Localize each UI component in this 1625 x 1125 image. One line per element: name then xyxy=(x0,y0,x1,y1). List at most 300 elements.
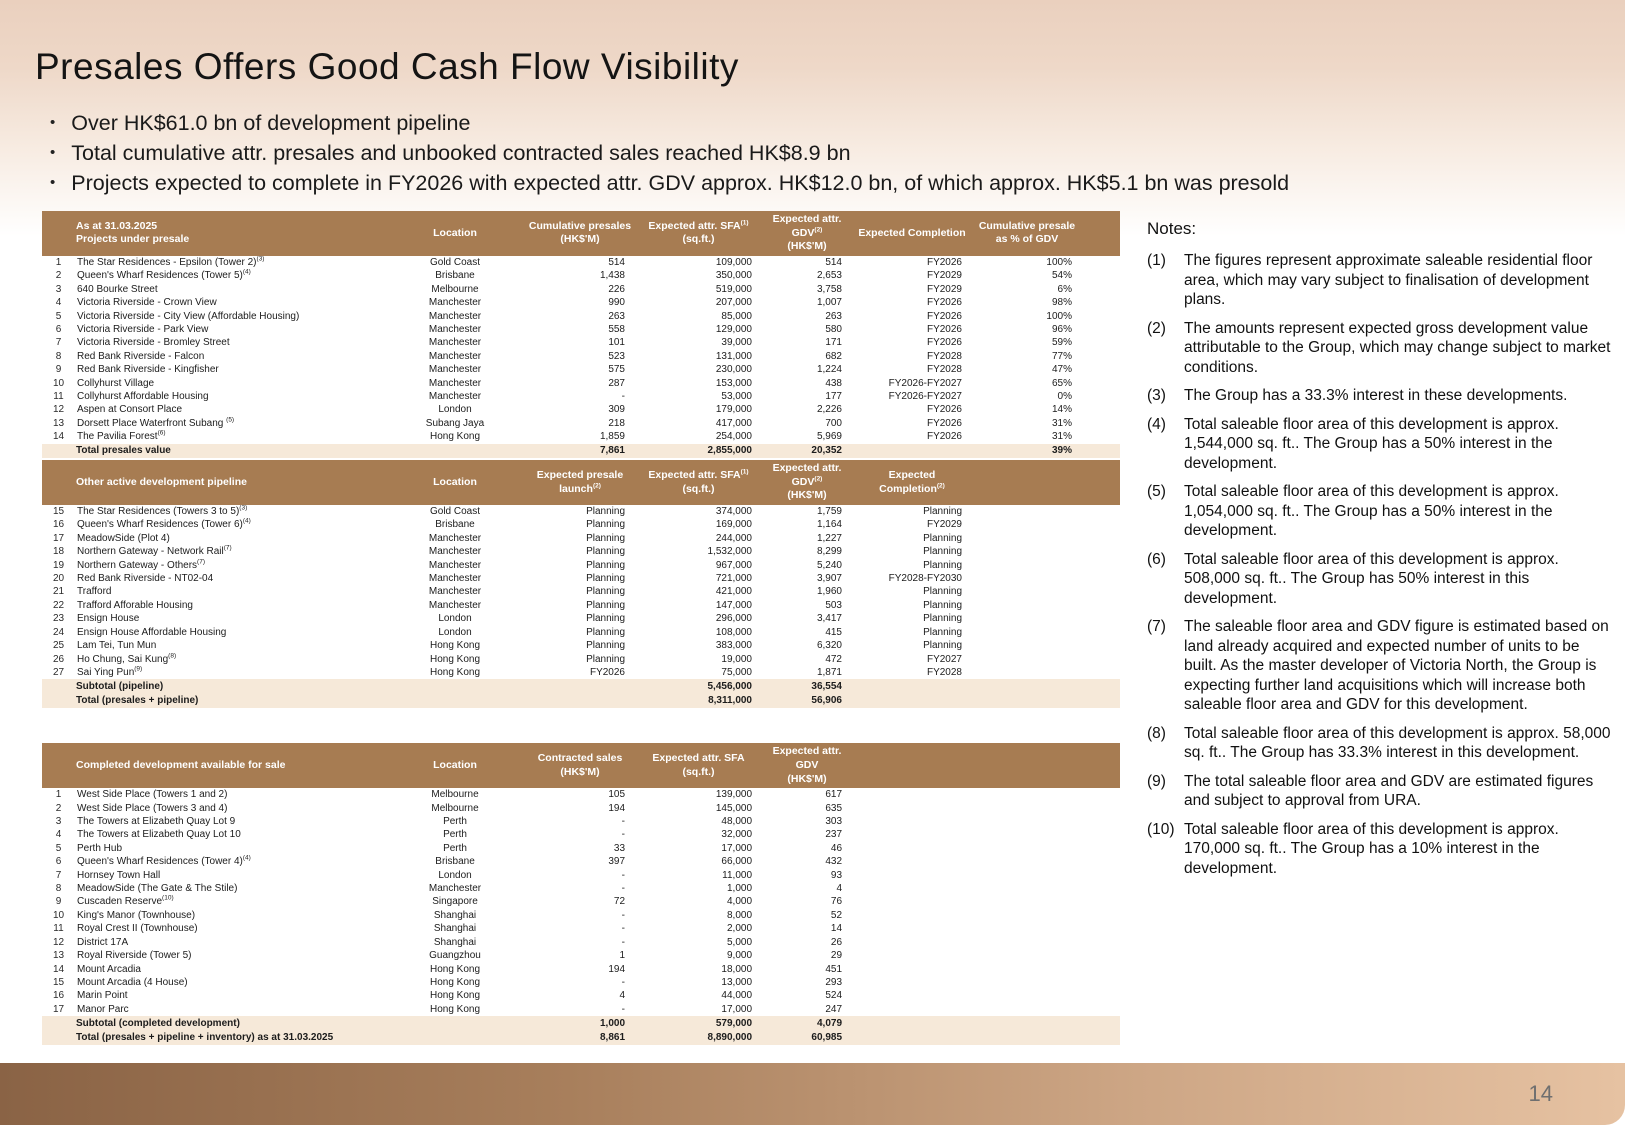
column-header: Expected attr. GDV$^{(2)}$ (HK$'M) xyxy=(762,211,852,256)
table-cell xyxy=(972,922,1082,935)
table-cell: 54% xyxy=(1051,270,1072,282)
table-row xyxy=(42,639,1120,652)
table-cell xyxy=(1082,922,1120,935)
table-cell: 287 xyxy=(608,377,625,389)
table-cell: Planning xyxy=(586,519,625,531)
table-cell: Manchester xyxy=(428,377,482,389)
table-cell: 5 xyxy=(55,842,62,854)
note-text: The saleable floor area and GDV figure is estimated based on land already acquired and expected number of units to be built. As the master developer of Victoria North, the Group is expecting further land acquisitions which will increase both saleable floor area and GDV for this development. xyxy=(1184,618,1609,713)
table-cell: Northern Gateway - Network Rail$^{(7)}$ xyxy=(77,545,232,558)
notes-heading: Notes: xyxy=(1147,219,1197,238)
table-cell: 93 xyxy=(830,869,843,881)
table-cell: Planning xyxy=(923,626,962,638)
column-header: Expected Completion$^{(2)}$ xyxy=(852,460,972,505)
table-row xyxy=(42,532,1120,545)
table-cell: 8 xyxy=(55,350,62,362)
table-cell: FY2026 xyxy=(926,256,962,268)
table-cell xyxy=(1082,842,1120,855)
table-row xyxy=(42,815,1120,828)
table-cell: 11 xyxy=(53,923,64,935)
table-cell: Victoria Riverside - Bromley Street xyxy=(77,337,230,349)
note-number: (5) xyxy=(1147,483,1166,500)
table-row xyxy=(42,869,1120,882)
table-cell: 171 xyxy=(825,337,842,349)
column-header xyxy=(852,743,972,788)
table-cell xyxy=(852,895,972,908)
note-text: Total saleable floor area of this development is approx. 58,000 sq. ft.. The Group has 33.3% interest in this development. xyxy=(1184,724,1611,761)
table-cell: Hong Kong xyxy=(429,990,481,1002)
table-cell: Perth xyxy=(443,829,467,841)
table-cell xyxy=(1082,350,1120,363)
bullet-icon: • xyxy=(50,144,56,161)
table-cell: 66,000 xyxy=(721,856,753,868)
table-cell: 12 xyxy=(52,404,65,416)
table-cell: 101 xyxy=(608,337,625,349)
table-cell: 472 xyxy=(825,653,842,665)
table-cell: Planning xyxy=(586,559,625,571)
note-item xyxy=(1147,415,1615,474)
table-cell: 14 xyxy=(830,923,843,935)
table-cell: 967,000 xyxy=(715,559,752,571)
table-cell: 451 xyxy=(825,963,843,975)
table-cell: 17,000 xyxy=(721,842,753,854)
column-header: Expected attr. SFA$^{(1)}$ (sq.ft.) xyxy=(635,211,762,256)
table-cell: Red Bank Riverside - Kingfisher xyxy=(77,364,219,376)
table-cell: FY2026-FY2027 xyxy=(888,390,962,402)
table-cell xyxy=(852,976,972,989)
table-cell xyxy=(1082,895,1120,908)
table-cell xyxy=(1082,585,1120,598)
table-cell xyxy=(1082,518,1120,531)
table-cell xyxy=(972,976,1082,989)
table-cell: 1,859 xyxy=(599,431,625,443)
table-cell: Queen's Wharf Residences (Tower 6)$^{(4)}$ xyxy=(77,518,251,531)
table-cell: 147,000 xyxy=(715,599,752,611)
total-cell xyxy=(852,1016,972,1031)
column-header xyxy=(972,460,1082,505)
table-cell: FY2026 xyxy=(926,323,962,335)
table-cell xyxy=(1082,1003,1120,1016)
table-cell xyxy=(972,572,1082,585)
total-cell: 56,906 xyxy=(762,694,852,709)
table-cell: Planning xyxy=(586,586,625,598)
table-cell: 98% xyxy=(1051,297,1072,309)
table-cell: FY2029 xyxy=(926,270,962,282)
column-header: Completed development available for sale xyxy=(42,743,385,788)
table-cell: - xyxy=(621,923,626,935)
table-cell xyxy=(972,949,1082,962)
table-cell: 46 xyxy=(830,842,843,854)
table-cell xyxy=(1082,949,1120,962)
total-cell xyxy=(972,679,1082,694)
table-cell: Manchester xyxy=(428,546,482,558)
table-row xyxy=(42,895,1120,908)
table-row xyxy=(42,323,1120,336)
table-cell: Planning xyxy=(923,506,962,518)
table-cell: 7 xyxy=(55,869,62,881)
total-cell xyxy=(852,679,972,694)
total-cell xyxy=(972,1016,1082,1031)
table-cell: 2,000 xyxy=(726,923,753,935)
table-cell: Manchester xyxy=(428,310,482,322)
table-cell: 263 xyxy=(825,310,842,322)
table-cell: 194 xyxy=(608,963,626,975)
table-cell: - xyxy=(621,390,625,402)
table-cell: Mount Arcadia (4 House) xyxy=(77,976,188,988)
table-row xyxy=(42,403,1120,416)
note-number: (6) xyxy=(1147,550,1166,568)
table-cell: District 17A xyxy=(77,936,129,948)
total-cell xyxy=(852,444,972,459)
table-cell: Perth Hub xyxy=(77,842,123,854)
table-cell xyxy=(972,505,1082,518)
column-header: Expected attr. GDV$^{(2)}$ (HK$'M) xyxy=(762,460,852,505)
table-cell: 145,000 xyxy=(715,802,753,814)
total-cell xyxy=(972,1031,1082,1046)
table-cell: Brisbane xyxy=(435,270,475,282)
table-row xyxy=(42,599,1120,612)
total-cell: 1,000 xyxy=(525,1016,635,1031)
table-cell: FY2026 xyxy=(926,404,962,416)
table-cell xyxy=(852,989,972,1002)
table-cell: MeadowSide (The Gate & The Stile) xyxy=(77,883,238,895)
table-cell: 177 xyxy=(825,390,842,402)
table-cell xyxy=(1082,377,1120,390)
table-cell: Brisbane xyxy=(435,519,475,531)
table-cell: Shanghai xyxy=(433,909,477,921)
table-cell: 990 xyxy=(608,297,625,309)
table-cell: Victoria Riverside - Crown View xyxy=(77,297,217,309)
table-cell: 100% xyxy=(1046,256,1072,268)
column-header: As at 31.03.2025 Projects under presale xyxy=(42,211,385,256)
table-cell xyxy=(852,869,972,882)
table-cell: 72 xyxy=(613,896,626,908)
table-cell: 523 xyxy=(608,350,625,362)
note-number: (4) xyxy=(1147,415,1166,433)
table-cell: Planning xyxy=(923,640,962,652)
table-cell xyxy=(972,612,1082,625)
table-cell: King's Manor (Townhouse) xyxy=(77,909,196,921)
table-cell xyxy=(1082,1016,1120,1031)
table-cell: Planning xyxy=(923,613,962,625)
table-cell: 6 xyxy=(55,856,62,868)
table-row xyxy=(42,842,1120,855)
table-row xyxy=(42,828,1120,841)
total-label: Total (presales + pipeline) xyxy=(42,694,525,709)
table-cell xyxy=(852,815,972,828)
table-cell: 5,000 xyxy=(726,936,753,948)
note-number: (2) xyxy=(1147,319,1166,337)
table-cell: Dorsett Place Waterfront Subang $^{(5)}$ xyxy=(77,416,235,429)
table-cell: 29 xyxy=(830,950,843,962)
table-cell: - xyxy=(621,816,626,828)
table-cell: FY2026 xyxy=(589,666,625,678)
table-cell: 558 xyxy=(608,323,625,335)
note-text: The amounts represent expected gross development value attributable to the Group, which may change subject to market conditions. xyxy=(1184,319,1611,376)
table-cell: 11,000 xyxy=(722,869,753,881)
table-cell xyxy=(972,963,1082,976)
table-cell xyxy=(972,559,1082,572)
table-cell: 9 xyxy=(55,364,62,376)
table-cell: Manchester xyxy=(428,350,482,362)
table-cell: 1,000 xyxy=(726,883,753,895)
table-cell: 4 xyxy=(55,297,62,309)
table-cell xyxy=(852,788,972,801)
table-cell: FY2026 xyxy=(926,337,962,349)
table-cell: - xyxy=(621,869,626,881)
total-cell: 7,861 xyxy=(525,444,635,459)
table-cell: 1,532,000 xyxy=(707,546,752,558)
table-cell: Brisbane xyxy=(435,856,475,868)
table-cell: Manchester xyxy=(428,599,482,611)
table-cell: 8,000 xyxy=(726,909,753,921)
table-cell xyxy=(1082,363,1120,376)
total-cell: 39% xyxy=(972,444,1082,459)
table-cell: 7 xyxy=(55,337,62,349)
table-cell: 4 xyxy=(836,883,843,895)
table-cell: 9 xyxy=(55,896,62,908)
note-text: The figures represent approximate saleable residential floor area, which may vary subject to finalisation of development plans. xyxy=(1184,252,1593,308)
table-cell xyxy=(1082,976,1120,989)
table-cell: 1,871 xyxy=(816,666,842,678)
table-cell: 2,653 xyxy=(816,270,842,282)
total-label: Total presales value xyxy=(42,444,525,459)
table-cell: Planning xyxy=(586,546,625,558)
table-cell: 5,969 xyxy=(816,431,842,443)
table-cell: 15 xyxy=(52,506,65,518)
table-row xyxy=(42,430,1120,443)
table-cell: West Side Place (Towers 1 and 2) xyxy=(77,789,228,801)
table-cell: Manchester xyxy=(428,573,482,585)
table-cell xyxy=(852,922,972,935)
table-cell: 22 xyxy=(52,599,65,611)
table-cell xyxy=(972,882,1082,895)
note-item xyxy=(1147,482,1615,541)
table-cell: Red Bank Riverside - Falcon xyxy=(77,350,205,362)
table-cell: 26 xyxy=(830,936,843,948)
table-cell: 5,240 xyxy=(816,559,842,571)
table-cell: 6,320 xyxy=(816,640,842,652)
table-cell: Marin Point xyxy=(77,990,128,1002)
table-cell: 27 xyxy=(52,666,65,678)
table-cell xyxy=(972,545,1082,558)
table-cell: 519,000 xyxy=(715,283,752,295)
table-cell: 11 xyxy=(53,390,64,402)
table-cell: Gold Coast xyxy=(429,506,481,518)
table-cell: Queen's Wharf Residences (Tower 5)$^{(4)}$ xyxy=(77,269,251,282)
table-cell: 682 xyxy=(825,350,842,362)
total-label: Total (presales + pipeline + inventory) as at 31.03.2025 xyxy=(42,1031,525,1046)
table-cell: London xyxy=(438,404,472,416)
table-cell: 3,907 xyxy=(816,573,842,585)
bullet-icon: • xyxy=(50,174,56,191)
table-cell xyxy=(852,855,972,868)
column-header: Expected attr. SFA$^{(1)}$ (sq.ft.) xyxy=(635,460,762,505)
table-cell: 580 xyxy=(825,323,842,335)
table-cell xyxy=(1082,505,1120,518)
table-cell: 1,438 xyxy=(599,270,625,282)
table-cell: 76 xyxy=(830,896,843,908)
table-row xyxy=(42,377,1120,390)
note-item xyxy=(1147,550,1615,609)
table-cell: 254,000 xyxy=(715,431,752,443)
table-cell: Ensign House xyxy=(77,613,140,625)
table-cell: Perth xyxy=(443,842,467,854)
bullet-text: Projects expected to complete in FY2026 with expected attr. GDV approx. HK$12.0 bn, of which approx. HK$5.1 bn was presold xyxy=(71,171,1290,195)
note-item xyxy=(1147,772,1615,811)
table-cell: Royal Riverside (Tower 5) xyxy=(77,950,192,962)
table-cell: 14% xyxy=(1051,404,1072,416)
table-cell xyxy=(1082,444,1120,459)
table-cell: Planning xyxy=(923,546,962,558)
note-item xyxy=(1147,724,1615,763)
table-cell: FY2028 xyxy=(926,350,962,362)
table-cell: Subang Jaya xyxy=(425,417,485,429)
table-row xyxy=(42,626,1120,639)
table-cell: FY2026 xyxy=(926,310,962,322)
note-text: Total saleable floor area of this development is approx. 1,054,000 sq. ft.. The Group has a 50% interest in the development. xyxy=(1184,483,1559,539)
table-cell: 109,000 xyxy=(715,256,752,268)
table-cell: 296,000 xyxy=(715,613,752,625)
note-item xyxy=(1147,251,1615,310)
table-row xyxy=(42,585,1120,598)
table-cell xyxy=(1082,666,1120,679)
presales-table xyxy=(42,211,1120,458)
table-cell: Ensign House Affordable Housing xyxy=(77,626,227,638)
table-cell xyxy=(1082,545,1120,558)
table-cell: 31% xyxy=(1051,417,1072,429)
table-cell: Mount Arcadia xyxy=(77,963,141,975)
table-cell: 17 xyxy=(52,532,65,544)
table-row xyxy=(42,882,1120,895)
table-cell: 1,224 xyxy=(816,364,842,376)
table-row xyxy=(42,949,1120,962)
table-cell: 1,007 xyxy=(816,297,842,309)
table-cell: 2 xyxy=(55,270,62,282)
total-cell: 2,855,000 xyxy=(635,444,762,459)
table-row xyxy=(42,363,1120,376)
note-number: (10) xyxy=(1147,820,1175,838)
table-cell: 350,000 xyxy=(715,270,752,282)
table-cell xyxy=(1082,936,1120,949)
table-row xyxy=(42,612,1120,625)
table-cell: 1 xyxy=(55,789,62,801)
column-header: Location xyxy=(385,211,525,256)
table-cell: 247 xyxy=(825,1003,843,1015)
table-row xyxy=(42,256,1120,269)
table-cell xyxy=(1082,788,1120,801)
table-row xyxy=(42,666,1120,679)
table-cell: Manchester xyxy=(428,297,482,309)
header-row xyxy=(42,460,1120,505)
total-cell: 8,311,000 xyxy=(635,694,762,709)
table-cell: Hornsey Town Hall xyxy=(77,869,161,881)
note-number: (3) xyxy=(1147,387,1166,404)
table-cell xyxy=(972,989,1082,1002)
total-row xyxy=(42,444,1120,459)
note-number: (9) xyxy=(1147,772,1166,790)
table-cell: - xyxy=(621,883,626,895)
total-cell: 4,079 xyxy=(762,1016,852,1031)
total-cell: 60,985 xyxy=(762,1031,852,1046)
note-text: The Group has a 33.3% interest in these developments. xyxy=(1184,387,1568,404)
table-cell: 129,000 xyxy=(715,323,752,335)
table-cell xyxy=(1082,269,1120,282)
table-cell xyxy=(1082,336,1120,349)
table-cell: Planning xyxy=(923,559,962,571)
table-cell: 303 xyxy=(825,816,843,828)
note-number: (1) xyxy=(1147,252,1166,269)
column-header: Cumulative presales (HK$'M) xyxy=(525,211,635,256)
notes-panel xyxy=(1147,211,1615,887)
table-cell: 4 xyxy=(55,829,62,841)
table-cell: 4 xyxy=(619,990,626,1002)
table-cell: Perth xyxy=(443,816,467,828)
table-cell: Planning xyxy=(586,573,625,585)
table-cell: 15 xyxy=(52,976,65,988)
table-cell: 33 xyxy=(613,842,626,854)
table-cell: 3,758 xyxy=(816,283,842,295)
table-cell: FY2028 xyxy=(926,666,962,678)
table-cell: 13 xyxy=(52,950,65,962)
table-cell: 640 Bourke Street xyxy=(77,283,158,295)
table-cell xyxy=(1082,882,1120,895)
table-cell: FY2029 xyxy=(926,519,962,531)
table-cell: Manor Parc xyxy=(77,1003,129,1015)
table-cell: 415 xyxy=(825,626,842,638)
table-cell: 3,417 xyxy=(816,613,842,625)
total-cell: 5,456,000 xyxy=(635,679,762,694)
table-cell: The Towers at Elizabeth Quay Lot 9 xyxy=(77,816,236,828)
table-cell: 421,000 xyxy=(715,586,752,598)
table-row xyxy=(42,505,1120,518)
table-cell: 575 xyxy=(608,364,625,376)
table-cell: 17,000 xyxy=(721,1003,753,1015)
table-row xyxy=(42,653,1120,666)
table-row xyxy=(42,788,1120,801)
table-cell xyxy=(1082,612,1120,625)
column-header xyxy=(1082,211,1120,256)
table-cell: 309 xyxy=(608,404,625,416)
table-cell xyxy=(972,626,1082,639)
table-cell: 169,000 xyxy=(715,519,752,531)
table-cell: 432 xyxy=(825,856,843,868)
table-cell: 8 xyxy=(55,883,62,895)
table-cell: FY2026 xyxy=(926,431,962,443)
table-cell xyxy=(972,518,1082,531)
table-cell: 617 xyxy=(825,789,843,801)
table-cell: Victoria Riverside - Park View xyxy=(77,323,209,335)
table-cell: 230,000 xyxy=(715,364,752,376)
table-cell xyxy=(972,653,1082,666)
column-header: Expected presale launch$^{(2)}$ xyxy=(525,460,635,505)
bullet-text: Total cumulative attr. presales and unbooked contracted sales reached HK$8.9 bn xyxy=(71,141,851,165)
table-cell: 20 xyxy=(52,573,65,585)
header-row xyxy=(42,743,1120,788)
table-cell: 1,164 xyxy=(816,519,842,531)
table-cell: 10 xyxy=(52,909,65,921)
total-cell xyxy=(852,1031,972,1046)
table-cell: London xyxy=(438,869,472,881)
table-cell: Collyhurst Village xyxy=(77,377,155,389)
column-header xyxy=(1082,460,1120,505)
table-cell: Guangzhou xyxy=(429,950,481,962)
table-row xyxy=(42,390,1120,403)
table-cell: Red Bank Riverside - NT02-04 xyxy=(77,573,214,585)
tables xyxy=(42,211,1120,1045)
table-cell: 263 xyxy=(608,310,625,322)
table-cell: Shanghai xyxy=(433,923,477,935)
